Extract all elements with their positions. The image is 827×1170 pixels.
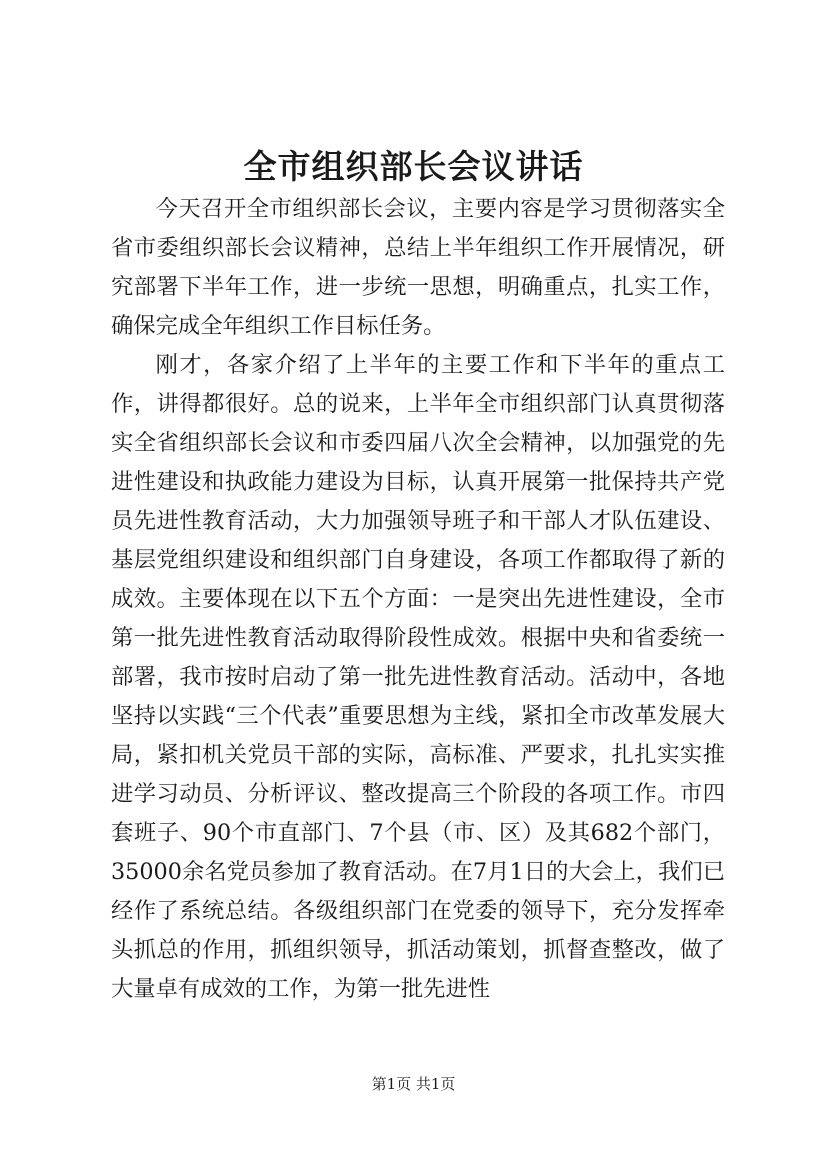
paragraph-1: 今天召开全市组织部长会议，主要内容是学习贯彻落实全省市委组织部长会议精神，总结上半年组织工作开展情况，研究部署下半年工作，进一步统一思想，明确重点，扎实工作，确保完成全年组织工作目标任务。 xyxy=(111,196,725,339)
page-footer: 第1页 共1页 xyxy=(371,1075,456,1093)
document-title: 全市组织部长会议讲话 xyxy=(243,147,584,186)
paragraph-2: 刚才，各家介绍了上半年的主要工作和下半年的重点工作，讲得都很好。总的说来，上半年全市组织部门认真贯彻落实全省组织部长会议和市委四届八次全会精神，以加强党的先进性建设和执政能力建设为目标，认真开展第一批保持共产党员先进性教育活动，大力加强领导班子和干部人才队伍建设、基层党组织建设和组织部门自身建设，各项工作都取得了新的成效。主要体现在以下五个方面：一是突出先进性建设，全市第一批先进性教育活动取得阶段性成效。根据中央和省委统一部署，我市按时启动了第一批先进性教育活动。活动中，各地坚持以实践“三个代表”重要思想为主线，紧扣全市改革发展大局，紧扣机关党员干部的实际，高标准、严要求，扎扎实实推进学习动员、分析评议、整改提高三个阶段的各项工作。市四套班子、90个市直部门、7个县（市、区）及其682个部门，35000余名党员参加了教育活动。在7月1日的大会上，我们已经作了系统总结。各级组织部门在党委的领导下，充分发挥牵头抓总的作用，抓组织领导，抓活动策划，抓督查整改，做了大量卓有成效的工作，为第一批先进性 xyxy=(111,352,725,1002)
document-body xyxy=(111,190,725,1009)
